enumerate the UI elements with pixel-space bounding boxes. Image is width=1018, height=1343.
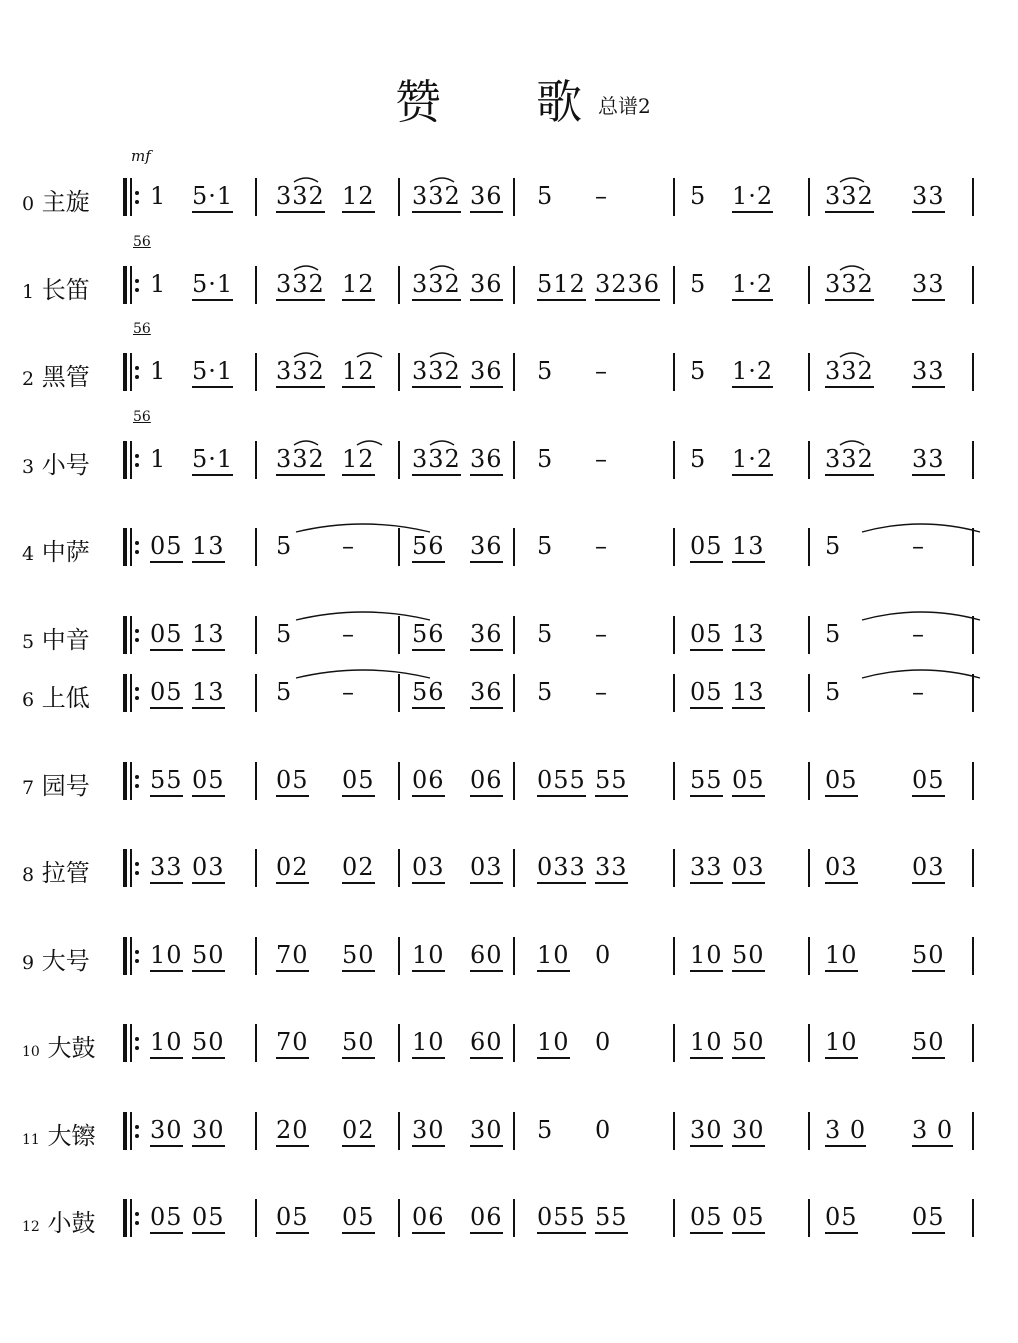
- instrument-name: 大号: [34, 947, 90, 975]
- note-group: 10: [690, 941, 723, 972]
- score-title: [0, 66, 1018, 129]
- note-group: 10: [825, 941, 858, 972]
- note-group: 05: [192, 766, 225, 797]
- barline: [513, 1024, 515, 1062]
- note-group: 13: [192, 678, 225, 709]
- instrument-number: 4: [22, 543, 35, 565]
- note-group: 332: [412, 270, 461, 301]
- note-group: 50: [342, 941, 375, 972]
- note-group: 36: [470, 678, 503, 709]
- instrument-number: 2: [22, 368, 35, 390]
- instrument-name: 大鼓: [39, 1034, 96, 1062]
- instrument-label: [22, 1116, 95, 1151]
- note-group: 06: [412, 766, 445, 797]
- instrument-label: [22, 853, 90, 888]
- note-group: 5: [537, 445, 554, 473]
- note-group: 05: [276, 766, 309, 797]
- note-group: 06: [470, 1203, 503, 1234]
- note-group: 30: [470, 1116, 503, 1147]
- note-group: 332: [825, 182, 874, 213]
- note-group: 56: [412, 678, 445, 709]
- note-group: 33: [912, 357, 945, 388]
- note-group: 5: [825, 532, 842, 560]
- note-group: 10: [150, 1028, 183, 1059]
- note-group: –: [342, 532, 355, 560]
- note-group: 5·1: [192, 357, 233, 388]
- note-group: –: [595, 620, 608, 648]
- note-group: 05: [150, 678, 183, 709]
- instrument-number: 5: [22, 631, 35, 653]
- instrument-number: 0: [22, 193, 35, 215]
- note-group: 50: [732, 1028, 765, 1059]
- pickup-notes: 56: [133, 234, 151, 250]
- note-group: 36: [470, 182, 503, 213]
- barline: [673, 1199, 675, 1237]
- note-group: 20: [276, 1116, 309, 1147]
- barline: [398, 762, 400, 800]
- note-group: 5: [276, 620, 293, 648]
- note-group: 05: [342, 766, 375, 797]
- instrument-number: 7: [22, 777, 35, 799]
- note-group: 10: [412, 1028, 445, 1059]
- note-group: 3236: [595, 270, 660, 301]
- note-group: 033: [537, 853, 586, 884]
- barline: [972, 1112, 974, 1150]
- note-group: –: [342, 678, 355, 706]
- note-group: 03: [470, 853, 503, 884]
- note-group: 5: [537, 1116, 554, 1144]
- barline: [972, 1199, 974, 1237]
- repeat-start-sign: [123, 937, 140, 975]
- note-group: –: [595, 532, 608, 560]
- barline: [513, 937, 515, 975]
- note-group: –: [342, 620, 355, 648]
- note-group: 60: [470, 1028, 503, 1059]
- note-group: 03: [412, 853, 445, 884]
- note-group: 332: [276, 182, 325, 213]
- note-group: 50: [912, 1028, 945, 1059]
- note-group: 30: [732, 1116, 765, 1147]
- note-group: 13: [192, 620, 225, 651]
- note-group: 10: [150, 941, 183, 972]
- note-group: 55: [595, 766, 628, 797]
- barline: [972, 937, 974, 975]
- note-group: 05: [150, 532, 183, 563]
- note-group: 1: [150, 182, 167, 210]
- pickup-notes: 56: [133, 321, 151, 337]
- repeat-start-sign: [123, 762, 140, 800]
- note-group: 03: [192, 853, 225, 884]
- note-group: 5: [690, 357, 707, 385]
- note-group: 30: [192, 1116, 225, 1147]
- pickup-notes: 56: [133, 409, 151, 425]
- note-group: 02: [342, 1116, 375, 1147]
- note-group: 33: [912, 270, 945, 301]
- note-group: 5: [690, 445, 707, 473]
- instrument-number: 12: [22, 1219, 40, 1235]
- note-group: 50: [342, 1028, 375, 1059]
- note-group: 1: [150, 270, 167, 298]
- note-group: 0: [595, 1116, 612, 1144]
- note-group: 50: [912, 941, 945, 972]
- note-group: 5: [825, 678, 842, 706]
- slur-arc: [0, 347, 1018, 397]
- note-group: 05: [150, 620, 183, 651]
- note-group: –: [595, 357, 608, 385]
- instrument-name: 上低: [34, 684, 90, 712]
- instrument-label: [22, 941, 90, 976]
- barline: [513, 849, 515, 887]
- barline: [398, 1199, 400, 1237]
- note-group: 56: [412, 532, 445, 563]
- staff-row: [0, 409, 1018, 485]
- note-group: 33: [150, 853, 183, 884]
- note-group: 55: [150, 766, 183, 797]
- barline: [255, 1112, 257, 1150]
- note-group: –: [912, 678, 925, 706]
- title-char-2: 歌: [536, 75, 582, 129]
- score-subtitle: 总谱2: [598, 94, 651, 118]
- note-group: 70: [276, 941, 309, 972]
- barline: [673, 762, 675, 800]
- note-group: 55: [690, 766, 723, 797]
- note-group: 05: [690, 678, 723, 709]
- title-char-1: 赞: [395, 75, 441, 129]
- note-group: 12: [342, 357, 375, 388]
- barline: [972, 762, 974, 800]
- note-group: 36: [470, 270, 503, 301]
- note-group: 05: [690, 532, 723, 563]
- staff-row: [0, 756, 1018, 806]
- note-group: 56: [412, 620, 445, 651]
- barline: [513, 762, 515, 800]
- barline: [255, 762, 257, 800]
- note-group: 512: [537, 270, 586, 301]
- note-group: 0: [595, 1028, 612, 1056]
- note-group: 1·2: [732, 270, 773, 301]
- note-group: 05: [912, 1203, 945, 1234]
- note-group: 1: [150, 445, 167, 473]
- note-group: 12: [342, 182, 375, 213]
- note-group: 3 0: [912, 1116, 953, 1147]
- note-group: 60: [470, 941, 503, 972]
- barline: [808, 849, 810, 887]
- note-group: 06: [470, 766, 503, 797]
- barline: [808, 1024, 810, 1062]
- note-group: 30: [150, 1116, 183, 1147]
- repeat-start-sign: [123, 1112, 140, 1150]
- staff-row: [0, 931, 1018, 981]
- instrument-name: 小鼓: [39, 1209, 96, 1237]
- note-group: 5·1: [192, 182, 233, 213]
- barline: [398, 849, 400, 887]
- staff-row: [0, 234, 1018, 310]
- slur-arc: [0, 260, 1018, 310]
- note-group: 5: [276, 678, 293, 706]
- instrument-number: 3: [22, 456, 35, 478]
- note-group: 05: [732, 1203, 765, 1234]
- note-group: 30: [412, 1116, 445, 1147]
- note-group: 332: [412, 445, 461, 476]
- note-group: 5: [537, 678, 554, 706]
- slur-arc: [0, 668, 1018, 718]
- note-group: 05: [276, 1203, 309, 1234]
- staff-row: [0, 172, 1018, 222]
- slur-arc: [0, 610, 1018, 660]
- note-group: 332: [825, 445, 874, 476]
- instrument-name: 长笛: [34, 276, 90, 304]
- slur-arc: [0, 435, 1018, 485]
- staff-row: [0, 1106, 1018, 1156]
- note-group: 5: [537, 357, 554, 385]
- instrument-number: 8: [22, 864, 35, 886]
- slur-arc: [0, 172, 1018, 222]
- note-group: 13: [732, 620, 765, 651]
- instrument-name: 园号: [34, 772, 90, 800]
- note-group: 3 0: [825, 1116, 866, 1147]
- note-group: 10: [537, 941, 570, 972]
- note-group: 5: [825, 620, 842, 648]
- note-group: 1: [150, 357, 167, 385]
- note-group: 02: [276, 853, 309, 884]
- staff-row: [0, 843, 1018, 893]
- repeat-start-sign: [123, 849, 140, 887]
- note-group: –: [595, 678, 608, 706]
- note-group: 12: [342, 445, 375, 476]
- barline: [673, 1024, 675, 1062]
- instrument-number: 9: [22, 952, 35, 974]
- note-group: 30: [690, 1116, 723, 1147]
- barline: [255, 1199, 257, 1237]
- note-group: 05: [690, 1203, 723, 1234]
- instrument-name: 黑管: [34, 363, 90, 391]
- note-group: 13: [732, 532, 765, 563]
- note-group: 5: [537, 620, 554, 648]
- note-group: –: [912, 620, 925, 648]
- barline: [972, 1024, 974, 1062]
- barline: [255, 1024, 257, 1062]
- note-group: 332: [412, 182, 461, 213]
- instrument-name: 拉管: [34, 859, 90, 887]
- note-group: 03: [732, 853, 765, 884]
- staff-row: [0, 610, 1018, 660]
- note-group: 332: [276, 270, 325, 301]
- barline: [673, 849, 675, 887]
- note-group: 1·2: [732, 445, 773, 476]
- barline: [398, 1024, 400, 1062]
- note-group: 1·2: [732, 357, 773, 388]
- note-group: –: [912, 532, 925, 560]
- note-group: 05: [912, 766, 945, 797]
- repeat-start-sign: [123, 1024, 140, 1062]
- barline: [808, 762, 810, 800]
- barline: [808, 937, 810, 975]
- note-group: 332: [276, 357, 325, 388]
- note-group: 10: [537, 1028, 570, 1059]
- note-group: 50: [732, 941, 765, 972]
- note-group: 13: [732, 678, 765, 709]
- note-group: 36: [470, 532, 503, 563]
- note-group: 0: [595, 941, 612, 969]
- instrument-label: [22, 766, 90, 801]
- slur-arc: [0, 522, 1018, 572]
- note-group: 05: [825, 1203, 858, 1234]
- note-group: 1·2: [732, 182, 773, 213]
- note-group: 5·1: [192, 445, 233, 476]
- note-group: 5: [537, 182, 554, 210]
- note-group: 055: [537, 1203, 586, 1234]
- note-group: 13: [192, 532, 225, 563]
- barline: [398, 1112, 400, 1150]
- note-group: 5: [537, 532, 554, 560]
- note-group: 05: [732, 766, 765, 797]
- note-group: 70: [276, 1028, 309, 1059]
- barline: [808, 1199, 810, 1237]
- instrument-name: 大镲: [39, 1122, 96, 1150]
- staff-row: [0, 668, 1018, 718]
- note-group: 33: [690, 853, 723, 884]
- note-group: 33: [595, 853, 628, 884]
- note-group: 332: [825, 270, 874, 301]
- note-group: 33: [912, 182, 945, 213]
- note-group: 05: [690, 620, 723, 651]
- barline: [513, 1112, 515, 1150]
- note-group: 02: [342, 853, 375, 884]
- note-group: 55: [595, 1203, 628, 1234]
- note-group: 332: [276, 445, 325, 476]
- instrument-label: [22, 1203, 95, 1238]
- note-group: 03: [825, 853, 858, 884]
- instrument-number: 11: [22, 1132, 40, 1148]
- instrument-number: 1: [22, 281, 35, 303]
- instrument-name: 中音: [34, 626, 90, 654]
- note-group: 055: [537, 766, 586, 797]
- barline: [398, 937, 400, 975]
- repeat-start-sign: [123, 1199, 140, 1237]
- instrument-label: [22, 1028, 95, 1063]
- note-group: 332: [412, 357, 461, 388]
- staff-row: [0, 522, 1018, 572]
- note-group: 05: [192, 1203, 225, 1234]
- note-group: 5: [690, 182, 707, 210]
- barline: [808, 1112, 810, 1150]
- staff-row: [0, 1193, 1018, 1243]
- instrument-name: 小号: [34, 451, 90, 479]
- note-group: –: [595, 182, 608, 210]
- dynamic-marking: mf: [131, 147, 151, 165]
- note-group: 10: [825, 1028, 858, 1059]
- barline: [673, 1112, 675, 1150]
- note-group: 05: [342, 1203, 375, 1234]
- note-group: 36: [470, 620, 503, 651]
- note-group: 06: [412, 1203, 445, 1234]
- note-group: 36: [470, 445, 503, 476]
- barline: [673, 937, 675, 975]
- barline: [513, 1199, 515, 1237]
- note-group: 12: [342, 270, 375, 301]
- note-group: 05: [150, 1203, 183, 1234]
- note-group: 50: [192, 941, 225, 972]
- barline: [255, 937, 257, 975]
- note-group: 05: [825, 766, 858, 797]
- note-group: 332: [825, 357, 874, 388]
- note-group: 5·1: [192, 270, 233, 301]
- note-group: 5: [690, 270, 707, 298]
- note-group: 10: [690, 1028, 723, 1059]
- note-group: 50: [192, 1028, 225, 1059]
- staff-row: [0, 1018, 1018, 1068]
- instrument-name: 主旋: [34, 188, 90, 216]
- staff-row: [0, 321, 1018, 397]
- instrument-number: 6: [22, 689, 35, 711]
- note-group: 36: [470, 357, 503, 388]
- instrument-number: 10: [22, 1044, 40, 1060]
- barline: [255, 849, 257, 887]
- note-group: 10: [412, 941, 445, 972]
- note-group: 5: [276, 532, 293, 560]
- note-group: 33: [912, 445, 945, 476]
- note-group: –: [595, 445, 608, 473]
- barline: [972, 849, 974, 887]
- note-group: 03: [912, 853, 945, 884]
- instrument-name: 中萨: [34, 538, 90, 566]
